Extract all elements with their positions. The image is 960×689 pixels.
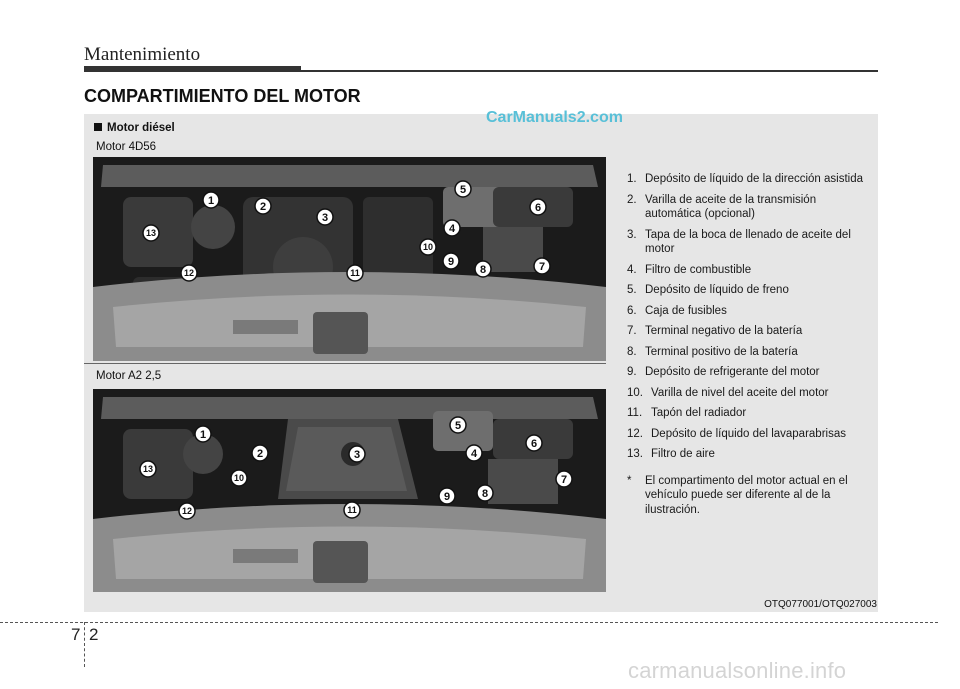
legend-item xyxy=(627,228,872,257)
watermark-logo[interactable]: CarManuals2.com xyxy=(486,109,623,126)
callout-3[interactable] xyxy=(349,446,365,462)
legend-text: Varilla de nivel del aceite del motor xyxy=(651,386,829,399)
chapter-title: Mantenimiento xyxy=(84,44,201,65)
svg-text:8: 8 xyxy=(479,264,487,276)
figure-code: OTQ077001/OTQ027003 xyxy=(764,599,877,610)
legend-text: Depósito de líquido del lavaparabrisas xyxy=(651,427,846,440)
section-title: COMPARTIMIENTO DEL MOTOR xyxy=(84,86,361,106)
callout-13[interactable] xyxy=(140,461,156,477)
legend-number: 8. xyxy=(627,345,637,358)
callout-1[interactable] xyxy=(195,426,211,442)
svg-text:11: 11 xyxy=(347,505,357,515)
legend-text: Tapa de la boca de llenado de aceite del motor xyxy=(645,228,851,255)
legend-text: Caja de fusibles xyxy=(645,304,727,317)
svg-text:13: 13 xyxy=(142,464,154,474)
svg-text:12: 12 xyxy=(181,506,193,516)
legend-item xyxy=(627,447,872,462)
legend-number: 1. xyxy=(627,173,637,185)
site-watermark[interactable]: carmanualsonline.info xyxy=(628,658,847,683)
callout-5[interactable] xyxy=(450,417,466,433)
legend-number: 12. xyxy=(627,427,643,440)
legend-number: 9. xyxy=(627,366,637,378)
legend-item xyxy=(627,172,872,187)
legend-number: 10. xyxy=(627,386,643,399)
note-asterisk: * xyxy=(627,474,632,487)
legend-text: Depósito de refrigerante del motor xyxy=(645,366,820,378)
engine-label-1: Motor 4D56 xyxy=(96,141,157,153)
svg-text:3: 3 xyxy=(353,449,361,461)
svg-text:4: 4 xyxy=(470,448,478,460)
svg-text:3: 3 xyxy=(321,212,329,224)
legend-text: Tapón del radiador xyxy=(651,407,747,419)
illustration-note xyxy=(627,474,872,518)
svg-text:6: 6 xyxy=(530,438,538,450)
svg-text:7: 7 xyxy=(560,474,568,486)
svg-text:12: 12 xyxy=(183,268,195,278)
svg-text:5: 5 xyxy=(459,184,467,196)
svg-text:11: 11 xyxy=(350,268,360,278)
legend-item xyxy=(627,193,872,222)
legend-number: 11. xyxy=(627,407,643,419)
legend-item xyxy=(627,386,872,401)
legend-text: Depósito de líquido de la dirección asistida xyxy=(645,173,863,185)
svg-text:1: 1 xyxy=(199,429,207,441)
legend-item xyxy=(627,304,872,319)
legend-number: 7. xyxy=(627,325,637,337)
svg-text:10: 10 xyxy=(233,473,245,483)
callout-8[interactable] xyxy=(477,485,493,501)
legend-number: 4. xyxy=(627,263,637,276)
svg-text:2: 2 xyxy=(256,448,264,460)
svg-text:7: 7 xyxy=(538,261,546,273)
svg-text:9: 9 xyxy=(443,491,451,503)
callout-4[interactable] xyxy=(466,445,482,461)
callout-10[interactable] xyxy=(231,470,247,486)
svg-text:5: 5 xyxy=(454,420,462,432)
legend-number: 2. xyxy=(627,193,637,206)
legend-text: Filtro de aire xyxy=(651,448,715,460)
svg-text:13: 13 xyxy=(145,228,157,238)
callout-12[interactable] xyxy=(179,503,195,519)
subheading-text: Motor diésel xyxy=(107,122,175,134)
svg-text:10: 10 xyxy=(422,242,434,252)
note-text: El compartimento del motor actual en el vehículo puede ser diferente al de la ilustración. xyxy=(645,474,848,516)
page-number: 2 xyxy=(89,625,99,644)
legend-number: 3. xyxy=(627,228,637,241)
legend-item xyxy=(627,406,872,421)
legend-text: Filtro de combustible xyxy=(645,263,752,276)
svg-text:4: 4 xyxy=(448,223,456,235)
legend-number: 6. xyxy=(627,304,637,317)
callout-9[interactable] xyxy=(439,488,455,504)
legend-text: Varilla de aceite de la transmisión automática (opcional) xyxy=(645,193,817,220)
page-chapter-number: 7 xyxy=(71,625,81,644)
legend-item xyxy=(627,263,872,278)
footer-dashed-line xyxy=(0,622,938,623)
legend-text: Terminal negativo de la batería xyxy=(645,325,803,337)
callout-6[interactable] xyxy=(526,435,542,451)
svg-text:6: 6 xyxy=(534,202,542,214)
legend-text: Terminal positivo de la batería xyxy=(645,345,798,358)
legend-item xyxy=(627,427,872,442)
callout-7[interactable] xyxy=(556,471,572,487)
svg-text:8: 8 xyxy=(481,488,489,500)
footer-dashed-divider xyxy=(84,622,85,667)
legend-number: 5. xyxy=(627,284,637,296)
engine-label-2: Motor A2 2,5 xyxy=(96,370,162,382)
legend-item xyxy=(627,365,872,380)
legend-item xyxy=(627,283,872,298)
legend-item xyxy=(627,345,872,360)
legend-text: Depósito de líquido de freno xyxy=(645,284,789,296)
legend-item xyxy=(627,324,872,339)
callout-2[interactable] xyxy=(252,445,268,461)
svg-text:1: 1 xyxy=(207,195,215,207)
callout-11[interactable] xyxy=(344,502,360,518)
svg-text:9: 9 xyxy=(447,256,455,268)
legend-list xyxy=(627,172,872,517)
svg-text:2: 2 xyxy=(259,201,267,213)
legend-number: 13. xyxy=(627,448,643,460)
